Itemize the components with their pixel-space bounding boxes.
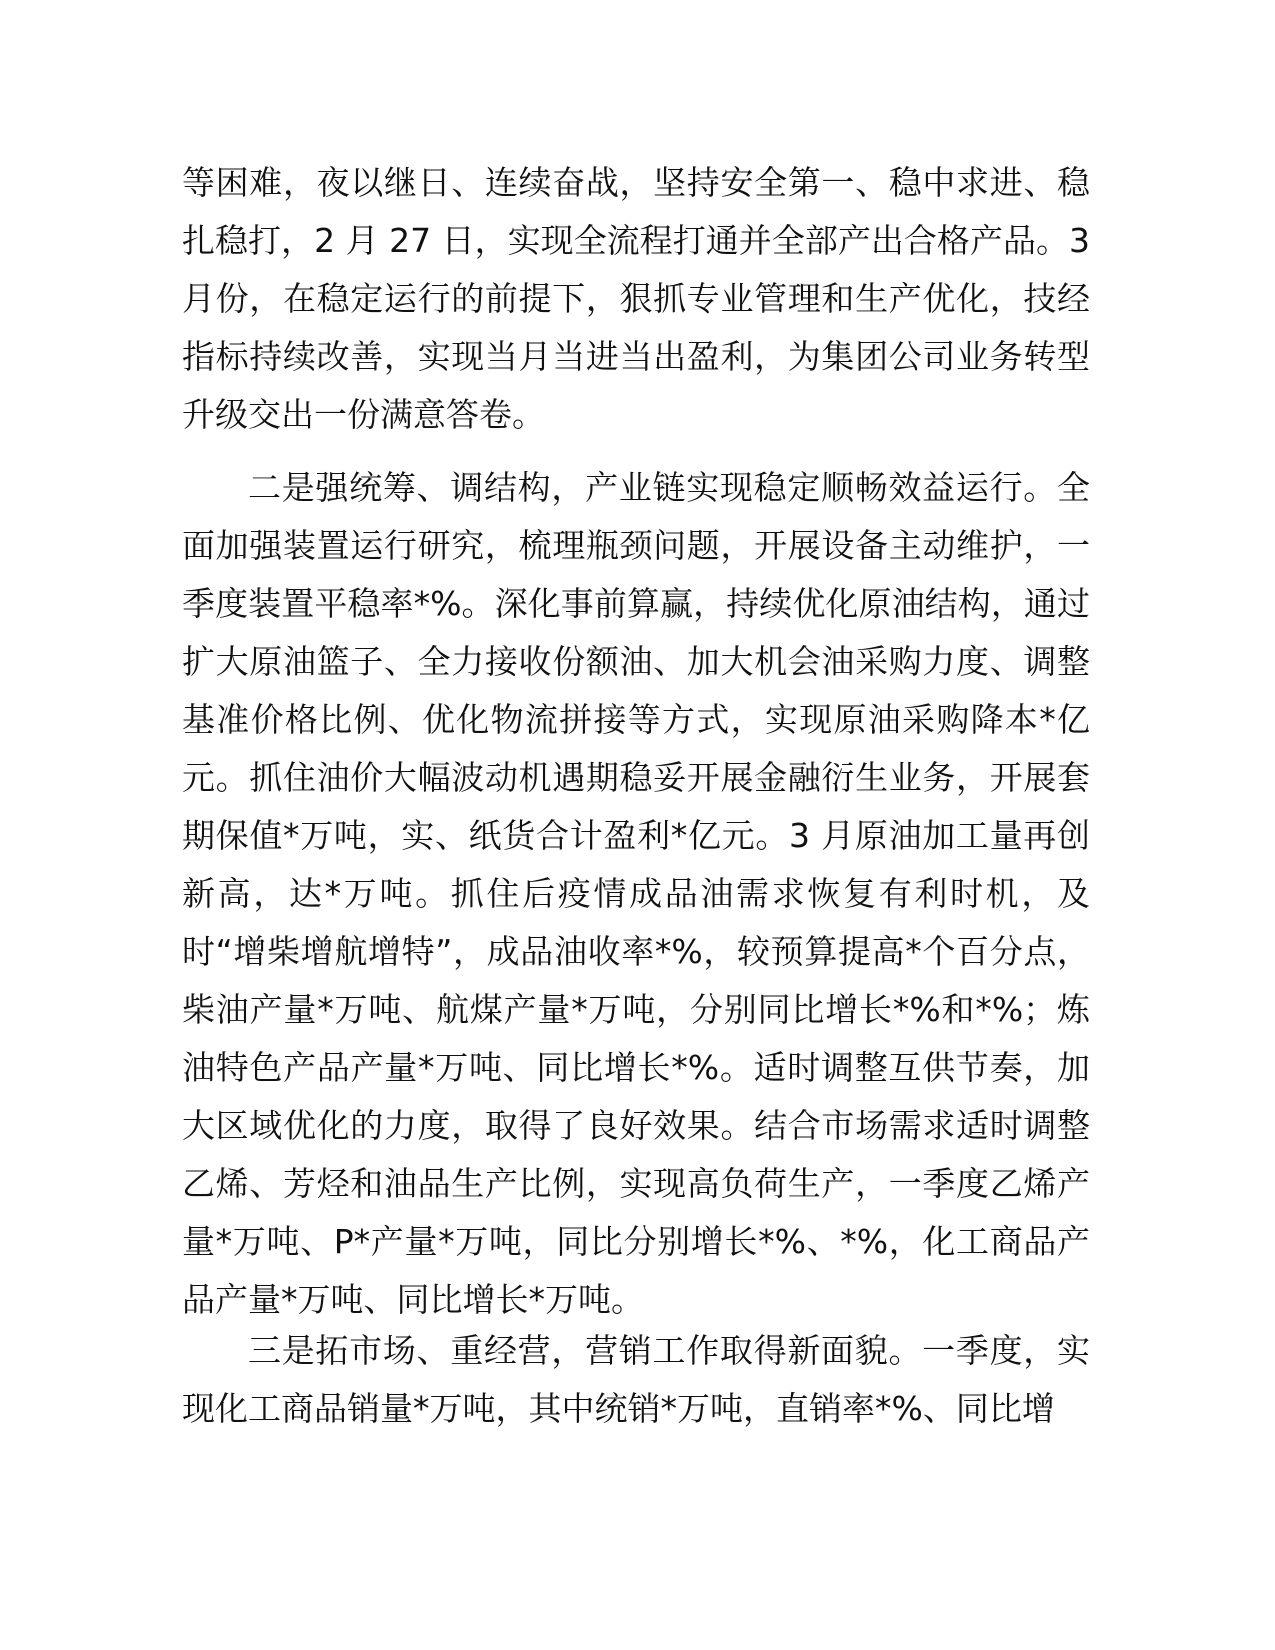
paragraph: 等困难，夜以继日、连续奋战，坚持安全第一、稳中求进、稳扎稳打，2 月 27 日，实现全流程打通并全部产出合格产品。3 月份，在稳定运行的前提下，狠抓专业管理和生产优化，技经指标持续改善，实现当月当进当出盈利，为集团公司业务转型升级交出一份满意答卷。 <box>182 163 1090 434</box>
paragraph-continuation <box>182 154 1090 444</box>
paragraph: 三是拓市场、重经营，营销工作取得新面貌。一季度，实现化工商品销量*万吨，其中统销*万吨，直销率*%、同比增 <box>182 1331 1090 1428</box>
paragraph-section-three <box>182 1322 1090 1438</box>
paragraph: 二是强统筹、调结构，产业链实现稳定顺畅效益运行。全面加强装置运行研究，梳理瓶颈问题，开展设备主动维护，一季度装置平稳率*%。深化事前算赢，持续优化原油结构，通过扩大原油篮子、全力接收份额油、加大机会油采购力度、调整基准价格比例、优化物流拼接等方式，实现原油采购降本*亿元。抓住油价大幅波动机遇期稳妥开展金融衍生业务，开展套期保值*万吨，实、纸货合计盈利*亿元。3 月原油加工量再创新高，达*万吨。抓住后疫情成品油需求恢复有利时机，及时“增柴增航增特”，成品油收率*%，较预算提高*个百分点，柴油产量*万吨、航煤产量*万吨，分别同比增长*%和*%；炼油特色产品产量*万吨、同比增长*%。适时调整互供节奏，加大区域优化的力度，取得了良好效果。结合市场需求适时调整乙烯、芳烃和油品生产比例，实现高负荷生产，一季度乙烯产量*万吨、P*产量*万吨，同比分别增长*%、*%，化工商品产品产量*万吨、同比增长*万吨。 <box>182 468 1090 1319</box>
paragraph-section-two <box>182 459 1090 1329</box>
